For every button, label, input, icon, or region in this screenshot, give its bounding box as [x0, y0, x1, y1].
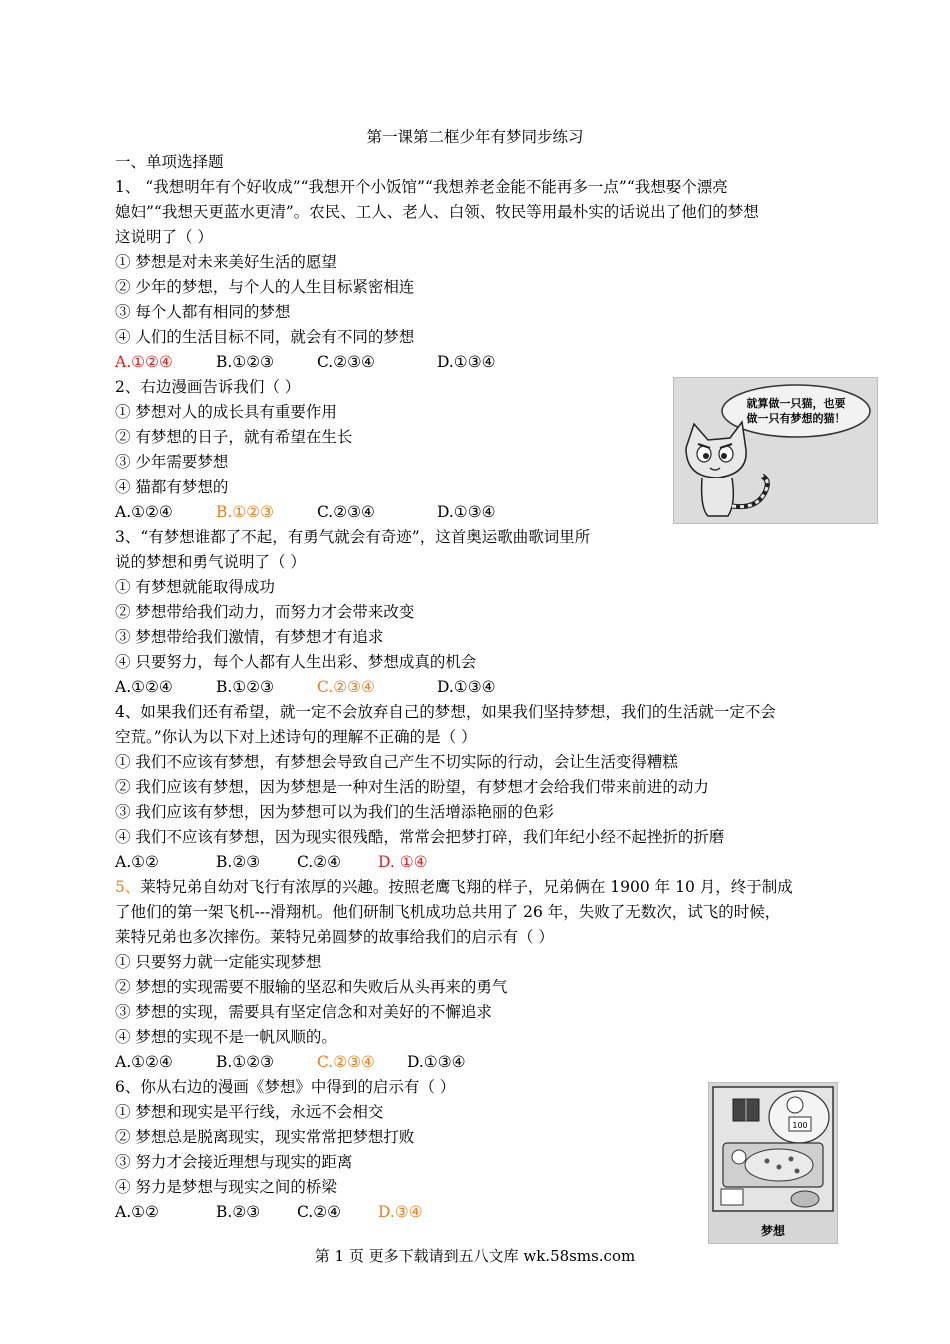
- q3-option-d: D.①③④: [437, 678, 496, 696]
- q4-option-a: A.①②: [115, 853, 159, 871]
- q3-item: ③ 梦想带给我们激情，有梦想才有追求: [115, 628, 384, 646]
- cat-illustration: [674, 378, 877, 523]
- q6-option-c: C.②④: [297, 1203, 342, 1221]
- q5-option-d: D.①③④: [407, 1053, 466, 1071]
- q1-option-d: D.①③④: [437, 353, 496, 371]
- q3-item: ① 有梦想就能取得成功: [115, 578, 275, 596]
- q3-options: [115, 675, 845, 700]
- q2-item: ② 有梦想的日子，就有希望在生长: [115, 428, 353, 446]
- q2-item: ① 梦想对人的成长具有重要作用: [115, 403, 337, 421]
- q1-item: ③ 每个人都有相同的梦想: [115, 303, 291, 321]
- q1-stem-line: 1、 “我想明年有个好收成”“我想开个小饭馆”“我想养老金能不能再多一点”“我想娶个漂亮: [115, 178, 728, 196]
- q6-item: ④ 努力是梦想与现实之间的桥梁: [115, 1178, 337, 1196]
- q3-item: ② 梦想带给我们动力，而努力才会带来改变: [115, 603, 415, 621]
- q2-stem: 2、右边漫画告诉我们（ ）: [115, 378, 301, 396]
- q5-item: ② 梦想的实现需要不服输的坚忍和失败后从头再来的勇气: [115, 978, 508, 996]
- q2-option-d: D.①③④: [437, 503, 496, 521]
- q1-options: [115, 350, 845, 375]
- q1-item: ④ 人们的生活目标不同，就会有不同的梦想: [115, 328, 415, 346]
- q5-stem-first: 莱特兄弟自幼对飞行有浓厚的兴趣。按照老鹰飞翔的样子，兄弟俩在 1900 年 10 月，终于制成: [140, 878, 793, 896]
- q6-stem: 6、你从右边的漫画《梦想》中得到的启示有（ ）: [115, 1078, 456, 1096]
- q1-option-a: A.①②④: [115, 353, 173, 371]
- page-title: 第一课第二框少年有梦同步练习: [366, 128, 584, 146]
- bubble-text-line1: 就算做一只猫，也要: [746, 397, 846, 410]
- q4-option-c: C.②④: [297, 853, 342, 871]
- dream-cartoon: [708, 1082, 838, 1244]
- dream-sign-text: 100: [792, 1121, 808, 1130]
- page-footer: 第 1 页 更多下载请到五八文库 wk.58sms.com: [314, 1247, 636, 1265]
- bubble-text-line2: 做一只有梦想的猫！: [746, 412, 846, 425]
- q2-option-b: B.①②③: [216, 503, 275, 521]
- q3-item: ④ 只要努力，每个人都有人生出彩、梦想成真的机会: [115, 653, 477, 671]
- q6-option-d: D.③④: [378, 1203, 423, 1221]
- q3-option-a: A.①②④: [115, 678, 173, 696]
- q4-stem-line: 4、如果我们还有希望，就一定不会放弃自己的梦想，如果我们坚持梦想，我们的生活就一定不会: [115, 703, 776, 721]
- q6-item: ① 梦想和现实是平行线，永远不会相交: [115, 1103, 384, 1121]
- q5-options: [115, 1050, 845, 1075]
- q5-stem-line: 莱特兄弟也多次摔伤。莱特兄弟圆梦的故事给我们的启示有（ ）: [115, 928, 554, 946]
- section-heading: 一、单项选择题: [115, 153, 224, 171]
- q1-option-b: B.①②③: [216, 353, 275, 371]
- q1-stem-line: 这说明了（ ）: [115, 228, 213, 246]
- q5-option-a: A.①②④: [115, 1053, 173, 1071]
- q4-item: ③ 我们应该有梦想，因为梦想可以为我们的生活增添艳丽的色彩: [115, 803, 554, 821]
- q6-option-b: B.②③: [216, 1203, 261, 1221]
- q1-option-c: C.②③④: [317, 353, 375, 371]
- q6-item: ② 梦想总是脱离现实，现实常常把梦想打败: [115, 1128, 415, 1146]
- q5-option-c: C.②③④: [317, 1053, 375, 1071]
- q4-stem-line: 空荒。”你认为以下对上述诗句的理解不正确的是（ ）: [115, 728, 477, 746]
- q2-item: ④ 猫都有梦想的: [115, 478, 229, 496]
- q5-item: ③ 梦想的实现，需要具有坚定信念和对美好的不懈追求: [115, 1003, 492, 1021]
- q4-item: ② 我们应该有梦想，因为梦想是一种对生活的盼望，有梦想才会给我们带来前进的动力: [115, 778, 709, 796]
- question-body: [115, 175, 845, 1225]
- cartoon-caption: 梦想: [760, 1224, 786, 1238]
- q6-option-a: A.①②: [115, 1203, 159, 1221]
- q3-option-c: C.②③④: [317, 678, 375, 696]
- q1-stem-line: 媳妇”“我想天更蓝水更清”。农民、工人、老人、白领、牧民等用最朴实的话说出了他们的梦想: [115, 203, 759, 221]
- q5-option-b: B.①②③: [216, 1053, 275, 1071]
- cat-dream-cartoon: [673, 377, 878, 524]
- q1-item: ② 少年的梦想，与个人的人生目标紧密相连: [115, 278, 415, 296]
- q3-stem-line: 3、“有梦想谁都了不起，有勇气就会有奇迹”，这首奥运歌曲歌词里所: [115, 528, 591, 546]
- q4-item: ④ 我们不应该有梦想，因为现实很残酷，常常会把梦打碎，我们年纪小经不起挫折的折磨: [115, 828, 725, 846]
- q2-option-a: A.①②④: [115, 503, 173, 521]
- q2-item: ③ 少年需要梦想: [115, 453, 229, 471]
- q5-item: ① 只要努力就一定能实现梦想: [115, 953, 322, 971]
- q3-stem-line: 说的梦想和勇气说明了（ ）: [115, 553, 306, 571]
- q5-number: 5、: [115, 878, 141, 896]
- q5-stem-line: [115, 875, 845, 900]
- q5-stem-line: 了他们的第一架飞机---滑翔机。他们研制飞机成功总共用了 26 年，失败了无数次，试飞的时候，: [115, 903, 781, 921]
- dream-illustration: [709, 1083, 837, 1243]
- q4-options: [115, 850, 845, 875]
- q4-item: ① 我们不应该有梦想，有梦想会导致自己产生不切实际的行动，会让生活变得糟糕: [115, 753, 678, 771]
- q4-option-b: B.②③: [216, 853, 261, 871]
- q5-item: ④ 梦想的实现不是一帆风顺的。: [115, 1028, 337, 1046]
- q3-option-b: B.①②③: [216, 678, 275, 696]
- q6-item: ③ 努力才会接近理想与现实的距离: [115, 1153, 353, 1171]
- q1-item: ① 梦想是对未来美好生活的愿望: [115, 253, 337, 271]
- q2-option-c: C.②③④: [317, 503, 375, 521]
- q4-option-d: D. ①④: [378, 853, 428, 871]
